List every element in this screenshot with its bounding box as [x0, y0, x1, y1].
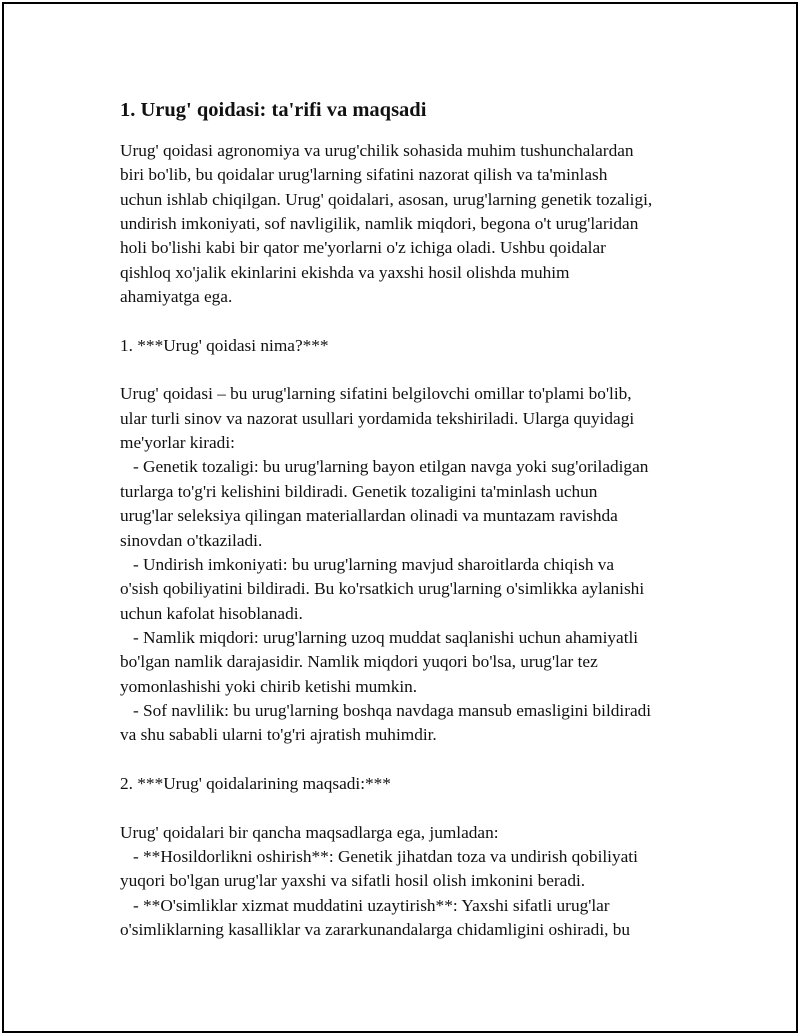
list-item-line: - **Hosildorlikni oshirish**: Genetik jihatdan toza va undirish qobiliyati	[120, 846, 638, 866]
list-item-line: - Undirish imkoniyati: bu urug'larning mavjud sharoitlarda chiqish va	[120, 554, 615, 574]
text-line: o'simliklarning kasalliklar va zararkunandalarga chidamligini oshiradi, bu	[120, 920, 631, 939]
document-content	[120, 96, 700, 942]
text-line: yomonlashishi yoki chirib ketishi mumkin.	[120, 676, 418, 696]
text-line: biri bo'lib, bu qoidalar urug'larning sifatini nazorat qilish va ta'minlash	[120, 165, 608, 185]
text-line: Urug' qoidasi – bu urug'larning sifatini belgilovchi omillar to'plami bo'lib,	[120, 384, 632, 404]
subheading-line: 2. ***Urug' qoidalarining maqsadi:***	[120, 773, 391, 793]
blank-line	[120, 796, 700, 820]
text-line: Urug' qoidalari bir qancha maqsadlarga ega, jumladan:	[120, 822, 499, 842]
text-line: o'sish qobiliyatini bildiradi. Bu ko'rsatkich urug'larning o'simlikka aylanishi	[120, 579, 645, 599]
text-line: ular turli sinov va nazorat usullari yordamida tekshiriladi. Ularga quyidagi	[120, 408, 635, 428]
list-item-line: - Genetik tozaligi: bu urug'larning bayon etilgan navga yoki sug'oriladigan	[120, 457, 649, 477]
document-page	[2, 2, 798, 1033]
text-line: urug'lar seleksiya qilingan materiallardan olinadi va muntazam ravishda	[120, 506, 618, 526]
text-line: yuqori bo'lgan urug'lar yaxshi va sifatli hosil olish imkonini beradi.	[120, 871, 586, 891]
list-item-line: - Namlik miqdori: urug'larning uzoq muddat saqlanishi uchun ahamiyatli	[120, 627, 639, 647]
text-line: ahamiyatga ega.	[120, 287, 233, 307]
text-line: qishloq xo'jalik ekinlarini ekishda va yaxshi hosil olishda muhim	[120, 262, 570, 282]
text-line: turlarga to'g'ri kelishini bildiradi. Genetik tozaligini ta'minlash uchun	[120, 481, 598, 501]
list-item-line: - Sof navlilik: bu urug'larning boshqa navdaga mansub emasligini bildiradi	[120, 700, 652, 720]
text-line: Urug' qoidasi agronomiya va urug'chilik sohasida muhim tushunchalardan	[120, 141, 634, 160]
text-line: sinovdan o'tkaziladi.	[120, 530, 263, 550]
blank-line	[120, 358, 700, 382]
blank-line	[120, 309, 700, 333]
subheading-line: 1. ***Urug' qoidasi nima?***	[120, 335, 329, 355]
text-line: holi bo'lishi kabi bir qator me'yorlarni o'z ichiga oladi. Ushbu qoidalar	[120, 238, 606, 258]
text-line: undirish imkoniyati, sof navligilik, namlik miqdori, begona o't urug'laridan	[120, 214, 639, 234]
text-line: va shu sababli ularni to'g'ri ajratish muhimdir.	[120, 725, 437, 745]
text-line: uchun kafolat hisoblanadi.	[120, 603, 303, 623]
section-heading: 1. Urug' qoidasi: ta'rifi va maqsadi	[120, 99, 427, 121]
text-line: uchun ishlab chiqilgan. Urug' qoidalari, asosan, urug'larning genetik tozaligi,	[120, 189, 653, 209]
list-item-line: - **O'simliklar xizmat muddatini uzaytirish**: Yaxshi sifatli urug'lar	[120, 895, 610, 915]
body-text	[120, 139, 700, 942]
text-line: bo'lgan namlik darajasidir. Namlik miqdori yuqori bo'lsa, urug'lar tez	[120, 652, 598, 672]
blank-line	[120, 748, 700, 772]
text-line: me'yorlar kiradi:	[120, 433, 235, 453]
